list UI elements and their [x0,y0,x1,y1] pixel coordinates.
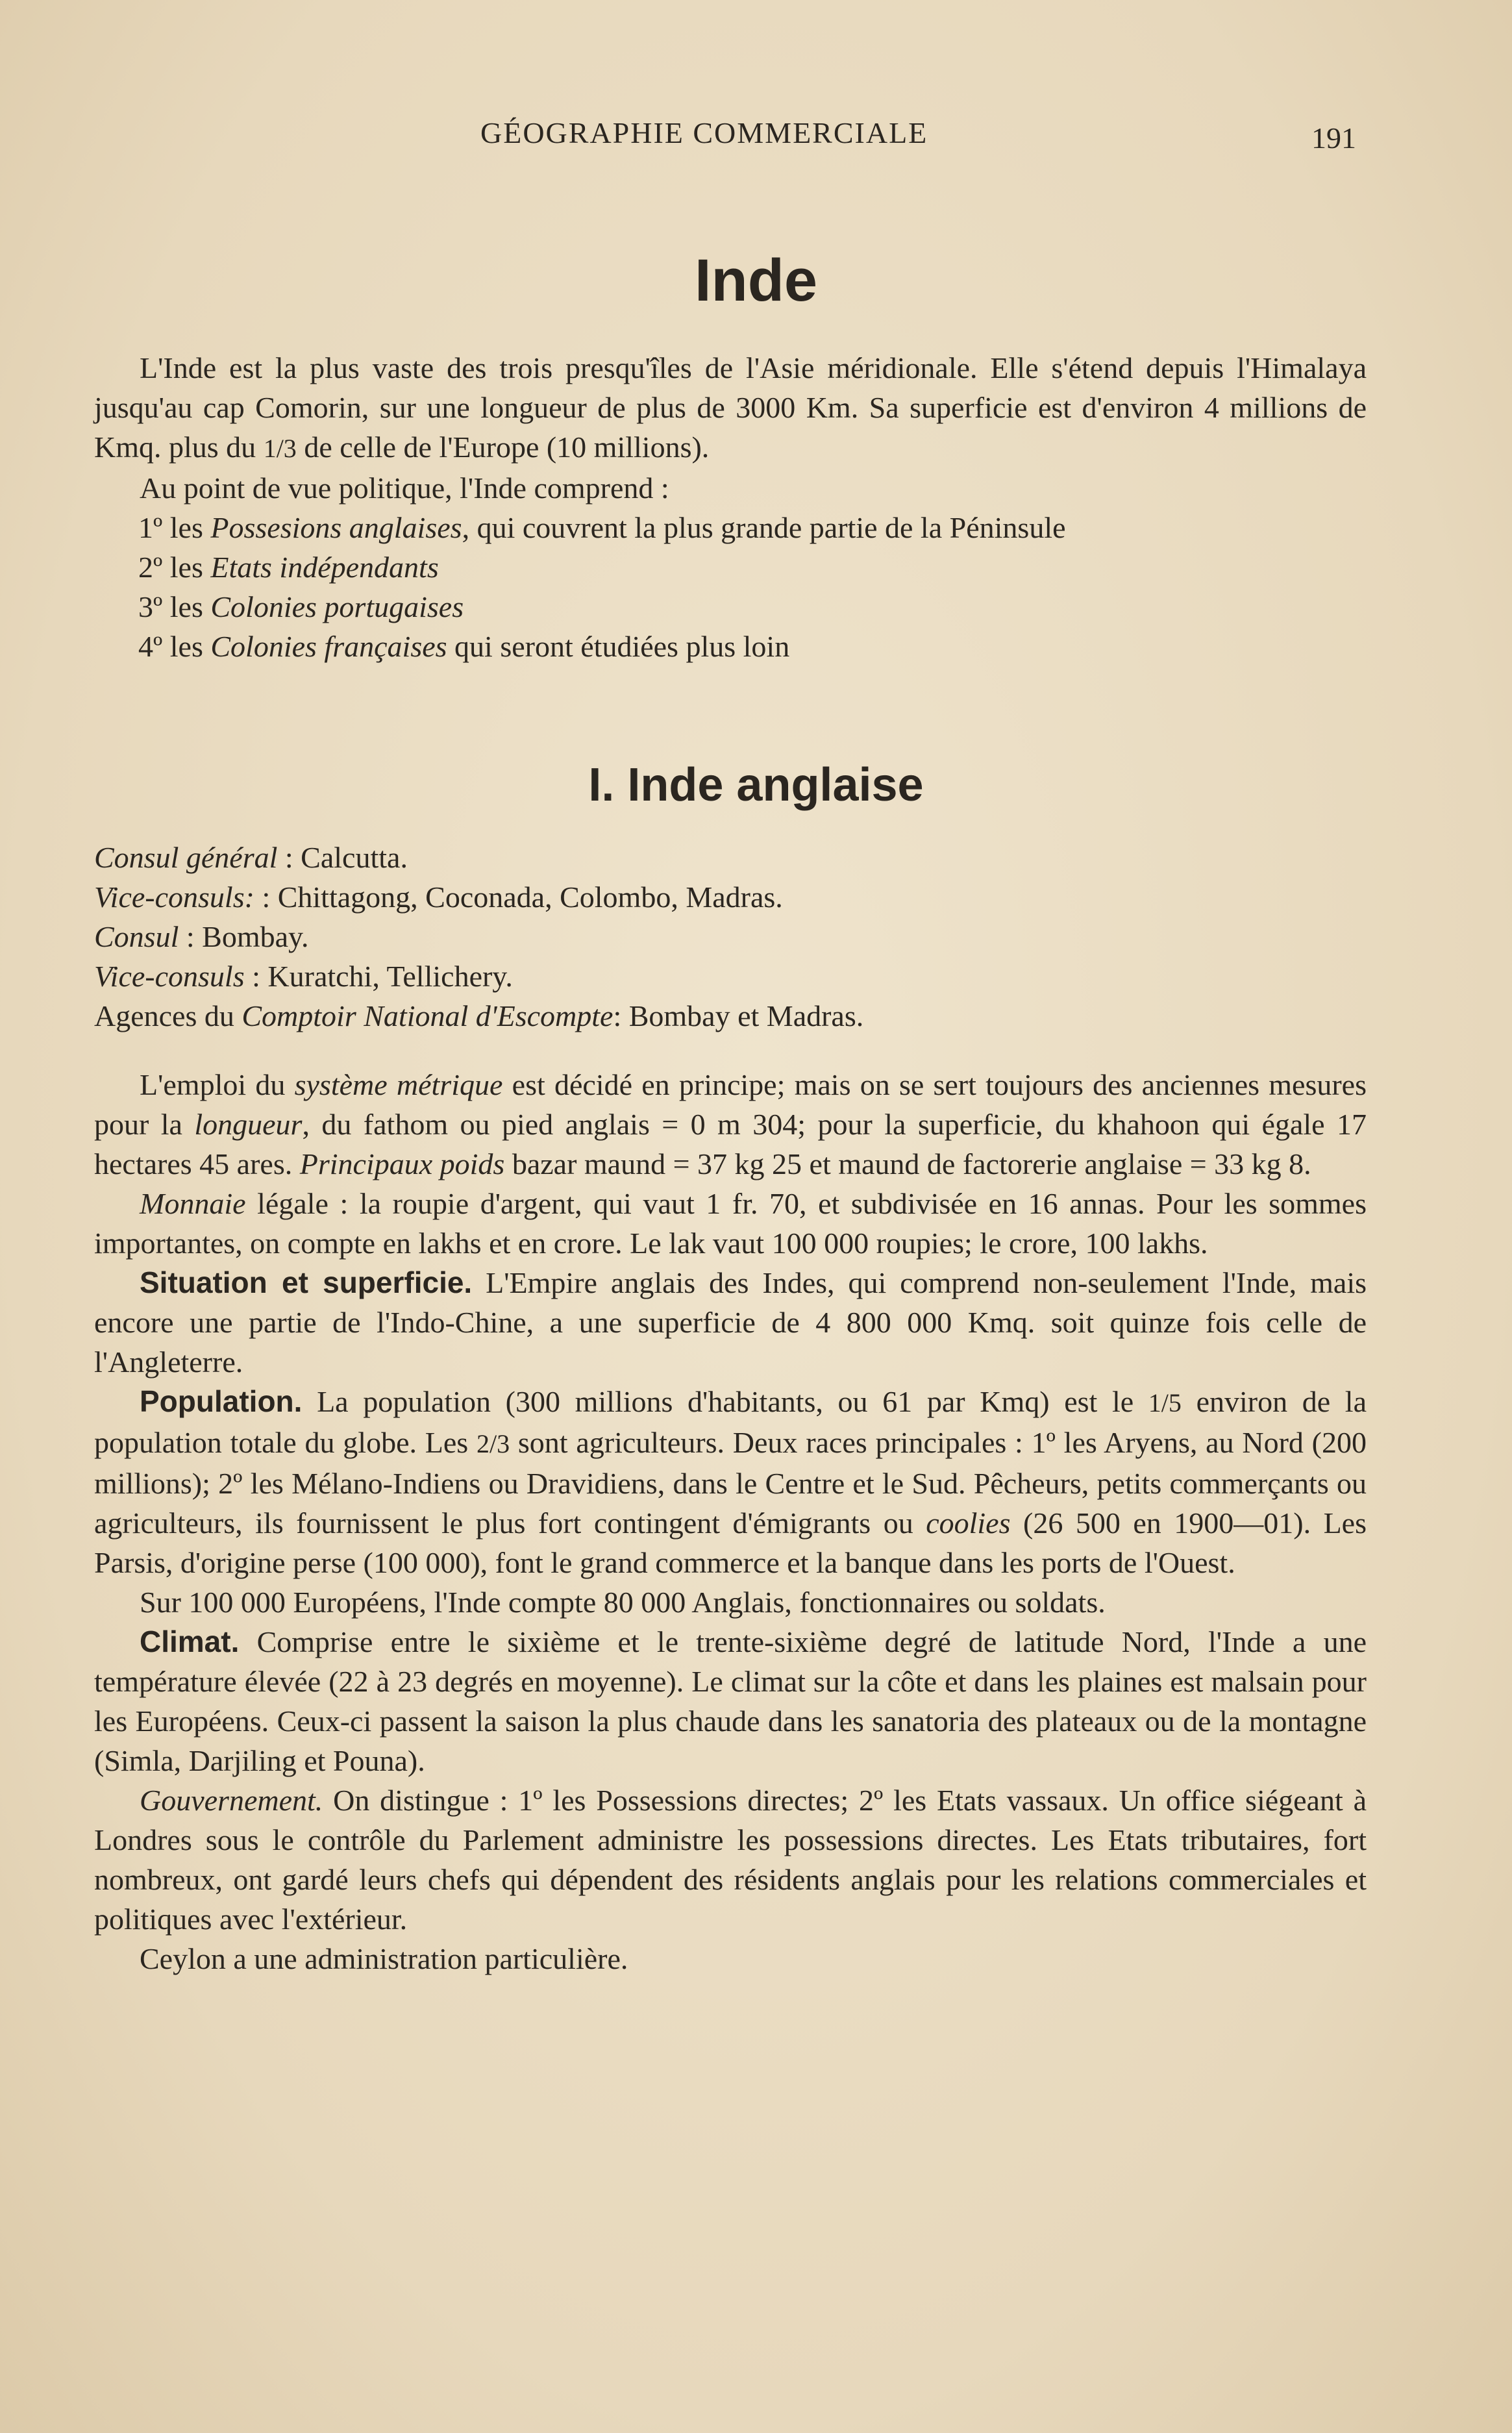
consul-line: Consul général : Calcutta. [94,841,408,874]
consuls-block [94,838,1367,1036]
population-paragraph: Population. La population (300 millions d'habitants, ou 61 par Kmq) est le 1/5 environ de la population totale du globe. Les 2/3 sont agriculteurs. Deux races principales : 1º les Aryens, au Nord (200 millions); 2º les Mélano-Indiens ou Dravidiens, dans le Centre et le Sud. Pêcheurs, petits commerçants ou agriculteurs, ils fournissent le plus fort contingent d'émigrants ou coolies (26 500 en 1900—01). Les Parsis, d'origine perse (100 000), font le grand commerce et la banque dans les ports de l'Ouest. [94,1384,1367,1579]
europeens-paragraph: Sur 100 000 Européens, l'Inde compte 80 000 Anglais, fonctionnaires ou soldats. [140,1586,1106,1619]
population-heading: Population. [140,1384,303,1418]
situation-paragraph: Situation et superficie. L'Empire anglais des Indes, qui comprend non-seulement l'Inde, mais encore une partie de l'Indo-Chine, a une superficie de 4 800 000 Kmq. soit quinze fois celle de l'Angleterre. [94,1266,1367,1379]
main-text [94,1065,1367,1978]
intro-section [94,348,1367,666]
intro-paragraph [94,348,1367,468]
climat-paragraph: Climat. Comprise entre le sixième et le trente-sixième degré de latitude Nord, l'Inde a une température élevée (22 à 23 degrés en moyenne). Le climat sur la côte et dans les plaines est malsain pour les Européens. Ceux-ci passent la saison la plus chaude dans les sanatoria des plateaux ou de la montagne (Simla, Darjiling et Pouna). [94,1625,1367,1777]
page-title: Inde [694,247,818,314]
consul-line: Vice-consuls: : Chittagong, Coconada, Colombo, Madras. [94,880,783,914]
section-title: I. Inde anglaise [588,759,924,811]
list-item: 2º les Etats indépendants [138,551,439,584]
intro-text-end: de celle de l'Europe (10 millions). [296,430,710,464]
possessions-list [94,508,1367,666]
ceylon-paragraph: Ceylon a une administration particulière. [140,1942,628,1975]
gouvernement-paragraph: Gouvernement. On distingue : 1º les Possessions directes; 2º les Etats vassaux. Un office siégeant à Londres sous le contrôle du Parlement administre les possessions directes. Les Etats tributaires, fort nombreux, ont gardé leurs chefs qui dépendent des résidents anglais pour les relations commerciales et politiques avec l'extérieur. [94,1784,1367,1936]
list-item: 4º les Colonies françaises qui seront étudiées plus loin [138,630,790,663]
climat-heading: Climat. [140,1625,240,1658]
list-item: 3º les Colonies portugaises [138,590,464,623]
running-title: GÉOGRAPHIE COMMERCIALE [480,116,928,149]
situation-heading: Situation et superficie. [140,1266,473,1299]
page-number: 191 [1311,121,1356,155]
intro-text: L'Inde est la plus vaste des trois presqu'îles de l'Asie méridionale. Elle s'étend depuis l'Himalaya jusqu'au cap Comorin, sur une longueur de plus de 3000 Km. Sa superficie est d'environ 4 millions de Kmq. plus du [94,351,1367,464]
gouvernement-heading: Gouvernement. [140,1784,323,1817]
consul-line: Vice-consuls : Kuratchi, Tellichery. [94,960,513,993]
systeme-paragraph: L'emploi du système métrique est décidé en principe; mais on se sert toujours des anciennes mesures pour la longueur, du fathom ou pied anglais = 0 m 304; pour la superficie, du khahoon qui égale 17 hectares 45 ares. Principaux poids bazar maund = 37 kg 25 et maund de factorerie anglaise = 33 kg 8. [94,1068,1367,1180]
consul-line: Consul : Bombay. [94,920,309,953]
intro-fraction: 1/3 [263,434,297,463]
list-item: 1º les Possesions anglaises, qui couvrent la plus grande partie de la Péninsule [138,511,1066,544]
monnaie-paragraph: Monnaie légale : la roupie d'argent, qui vaut 1 fr. 70, et subdivisée en 16 annas. Pour les sommes importantes, on compte en lakhs et en crore. Le lak vaut 100 000 roupies; le crore, 100 lakhs. [94,1187,1367,1260]
agences-line: Agences du Comptoir National d'Escompte: Bombay et Madras. [94,999,864,1032]
politics-paragraph: Au point de vue politique, l'Inde comprend : [140,471,669,505]
